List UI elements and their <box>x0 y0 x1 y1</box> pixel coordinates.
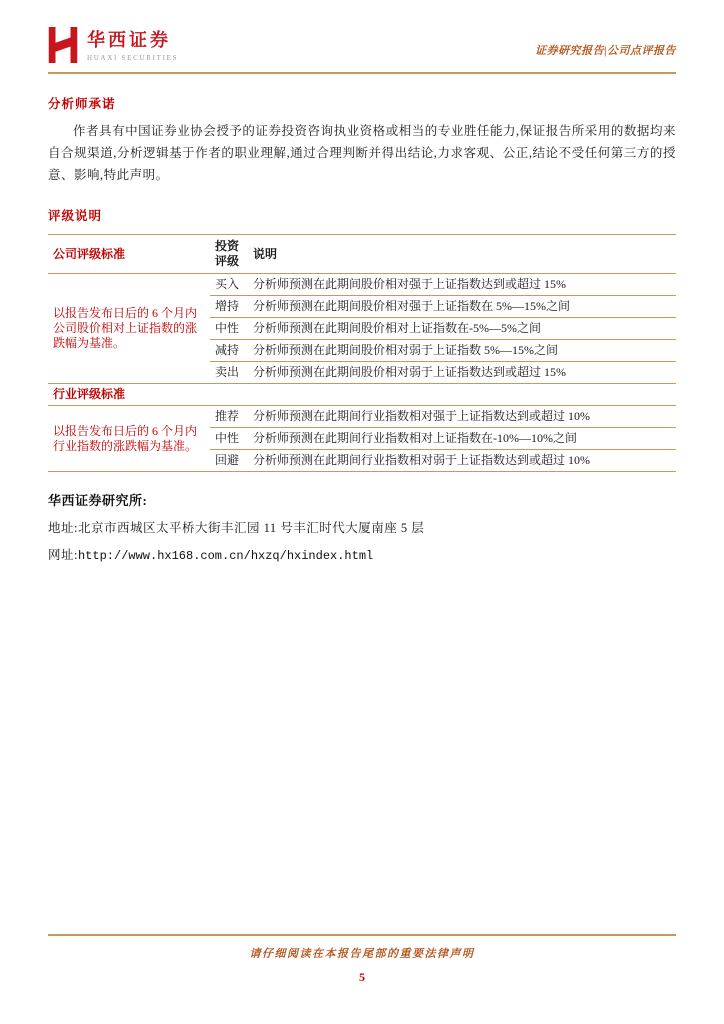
rating-cell: 中性 <box>215 321 240 335</box>
industry-rating-row <box>48 406 676 428</box>
huaxi-h-logo-icon <box>48 26 78 64</box>
website-link[interactable]: http://www.hx168.com.cn/hxzq/hxindex.html <box>77 549 374 563</box>
rating-cell: 中性 <box>215 431 240 445</box>
invest-rating-header: 投资评级 <box>215 239 240 268</box>
rating-description: 分析师预测在此期间股价相对弱于上证指数 5%—15%之间 <box>253 343 558 357</box>
rating-description: 分析师预测在此期间行业指数相对上证指数在-10%—10%之间 <box>253 431 577 445</box>
footer-divider <box>48 934 676 936</box>
rating-description: 分析师预测在此期间股价相对上证指数在-5%—5%之间 <box>253 321 541 335</box>
page-footer <box>48 934 676 985</box>
rating-cell: 买入 <box>215 277 240 291</box>
rating-cell: 卖出 <box>215 365 240 379</box>
analyst-commitment-title: 分析师承诺 <box>48 97 116 111</box>
rating-description: 分析师预测在此期间股价相对强于上证指数达到或超过 15% <box>253 277 566 291</box>
logo-text <box>87 29 178 62</box>
page-number: 5 <box>359 969 365 984</box>
rating-description: 分析师预测在此期间行业指数相对弱于上证指数达到或超过 10% <box>253 453 590 467</box>
rating-cell: 推荐 <box>215 409 240 423</box>
rating-cell: 增持 <box>215 299 240 313</box>
logo-en-name: HUAXI SECURITIES <box>87 53 179 62</box>
institute-address: 地址:北京市西城区太平桥大街丰汇园 11 号丰汇时代大厦南座 5 层 <box>48 521 425 535</box>
rating-description: 分析师预测在此期间股价相对强于上证指数在 5%—15%之间 <box>253 299 570 313</box>
industry-rating-standard-header: 行业评级标准 <box>53 387 126 401</box>
industry-rating-header-row <box>48 384 676 406</box>
rating-explanation-title: 评级说明 <box>48 209 103 223</box>
rating-cell: 减持 <box>215 343 240 357</box>
industry-rating-basis: 以报告发布日后的 6 个月内行业指数的涨跌幅为基准。 <box>53 423 198 453</box>
rating-cell: 回避 <box>215 453 240 467</box>
huaxi-logo <box>48 26 178 64</box>
rating-table <box>48 234 676 472</box>
description-header: 说明 <box>253 246 278 261</box>
company-rating-standard-header: 公司评级标准 <box>53 246 126 261</box>
rating-table-header-row <box>48 235 676 274</box>
rating-description: 分析师预测在此期间股价相对弱于上证指数达到或超过 15% <box>253 365 566 379</box>
website-label: 网址: <box>48 548 78 562</box>
company-rating-row <box>48 274 676 296</box>
logo-cn-name: 华西证券 <box>87 29 171 50</box>
legal-notice: 请仔细阅读在本报告尾部的重要法律声明 <box>249 947 475 960</box>
rating-description: 分析师预测在此期间行业指数相对强于上证指数达到或超过 10% <box>253 409 590 423</box>
company-rating-basis: 以报告发布日后的 6 个月内公司股价相对上证指数的涨跌幅为基准。 <box>53 306 198 350</box>
research-institute-title: 华西证券研究所: <box>48 493 148 508</box>
page-header <box>48 26 676 64</box>
institute-website-line <box>48 545 676 563</box>
header-divider <box>48 72 676 74</box>
report-type-label: 证券研究报告|公司点评报告 <box>535 45 676 57</box>
analyst-commitment-body: 作者具有中国证券业协会授予的证券投资咨询执业资格或相当的专业胜任能力,保证报告所采用的数据均来自合规渠道,分析逻辑基于作者的职业理解,通过合理判断并得出结论,力求客观、公正,结论不受任何第三方的授意、影响,特此声明。 <box>48 124 676 182</box>
